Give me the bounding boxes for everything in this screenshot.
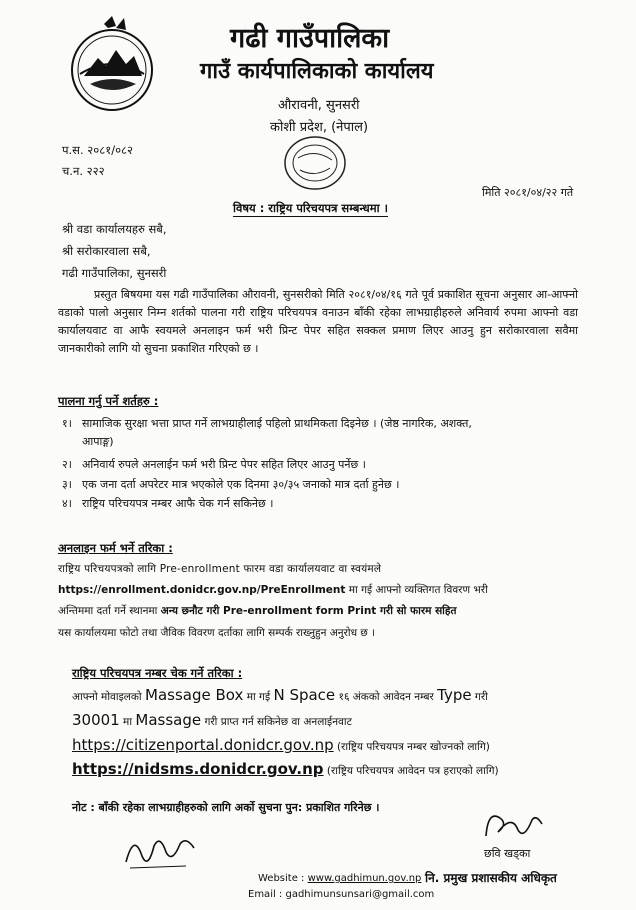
check-number-line — [72, 760, 499, 778]
online-form-line: यस कार्यालयमा फोटो तथा जैविक विवरण दर्ताका लागि सम्पर्क राख्नुहुन अनुरोध छ । — [58, 627, 376, 639]
online-form-text: अन्तिममा दर्ता गर्ने स्थानमा — [58, 605, 161, 617]
online-form-line: राष्ट्रिय परिचयपत्रको लागि Pre-enrollment फारम वडा कार्यालयवाट वा स्वयंमले — [58, 563, 382, 575]
address-line-2: कोशी प्रदेश, (नेपाल) — [270, 120, 369, 135]
office-subtitle: गाउँ कार्यपालिकाको कार्यालय — [200, 59, 434, 84]
condition-index: ३। — [62, 478, 72, 491]
check-text: मा गई — [243, 691, 274, 703]
check-text-large: Massage — [135, 711, 202, 729]
preenrollment-link[interactable]: https://enrollment.donidcr.gov.np/PreEnrollment — [58, 584, 346, 596]
condition-text: अनिवार्य रुपले अनलाईन फर्म भरी प्रिन्ट पेपर सहित लिएर आउनु पर्नेछ । — [82, 458, 366, 471]
check-text-large: N Space — [273, 686, 336, 704]
body-paragraph: प्रस्तुत बिषयमा यस गढी गाउँपालिका औरावनी, सुनसरीको मिति २०८१/०४/१६ गते पूर्व प्रकाशित सूचना अनुसार आ-आफ्नो वडाको पालो अनुसार निम्न शर्तको पालना गरी राष्ट्रिय परिचयपत्र वनाउन बाँकी रहेका लाभग्राहीहरुले अनिवार्य रुपमा आफ्नो वडा कार्यालयवाट वा आफै स्वयमले अनलाइन फर्म भरी प्रिन्ट पेपर सहित सक्कल प्रमाण लिएर आउनु हुन सरोकारवाला सवैमा जानकारीको लागि यो सुचना प्रकाशित गरिएको छ । — [58, 288, 578, 355]
conditions-heading: पालना गर्नु पर्ने शर्तहरु : — [58, 394, 159, 408]
condition-item — [62, 477, 399, 492]
check-number-line — [72, 736, 490, 754]
condition-text: एक जना दर्ता अपरेटर मात्र भएकोले एक दिनमा ३०/३५ जनाको मात्र दर्ता हुनेछ । — [82, 478, 400, 491]
check-text: गरी प्राप्त गर्न सकिनेछ वा अनलाईनवाट — [201, 716, 352, 728]
address-line-1: औरावनी, सुनसरी — [278, 98, 360, 113]
condition-text: आपाङ्ग) — [82, 435, 114, 448]
condition-item — [62, 434, 114, 449]
citizenportal-link[interactable]: https://citizenportal.donidcr.gov.np — [72, 736, 334, 754]
subject-line: विषय : राष्ट्रिय परिचयपत्र सम्बन्धमा । — [233, 201, 388, 215]
condition-index: १। — [62, 417, 72, 430]
website-label: Website : — [258, 873, 308, 884]
check-number-line — [72, 686, 488, 704]
handwritten-signature-right — [478, 806, 548, 846]
signer-name: छवि खड्का — [484, 847, 531, 860]
condition-text: राष्ट्रिय परिचयपत्र नम्बर आफै चेक गर्न सकिनेछ । — [82, 497, 274, 510]
check-number-heading: राष्ट्रिय परिचयपत्र नम्बर चेक गर्ने तरिका : — [72, 666, 243, 680]
footer-website — [258, 873, 421, 884]
condition-text: सामाजिक सुरक्षा भत्ता प्राप्त गर्ने लाभग्राहीलाई पहिलो प्राथमिकता दिइनेछ । (जेष्ठ नागरिक, अशक्त, — [82, 417, 472, 430]
footer-email — [248, 889, 434, 900]
recipient-line: गढी गाउँपालिका, सुनसरी — [62, 266, 167, 280]
condition-index: ४। — [62, 497, 72, 510]
nidsms-link[interactable]: https://nidsms.donidcr.gov.np — [72, 760, 324, 778]
online-form-heading: अनलाइन फर्म भर्ने तरिका : — [58, 541, 173, 555]
nepal-emblem-logo — [60, 14, 164, 118]
check-text-large: Type — [437, 686, 472, 704]
condition-item — [62, 496, 273, 511]
online-form-text-bold: अन्य छनौट गरी Pre-enrollment form Print गरी सो फारम सहित — [160, 605, 457, 617]
check-number-line — [72, 711, 352, 729]
check-text-large: Massage Box — [145, 686, 244, 704]
condition-index: २। — [62, 458, 72, 471]
recipient-line: श्री सरोकारवाला सबै, — [62, 244, 151, 258]
dispatch-number: च.न. २२२ — [62, 164, 105, 178]
check-text: गरी — [471, 691, 488, 703]
email-label: Email : — [248, 889, 286, 900]
check-text: (राष्ट्रिय परिचयपत्र नम्बर खोज्नको लागि) — [333, 741, 490, 753]
online-form-line — [58, 604, 456, 618]
handwritten-signature-left — [120, 826, 200, 874]
condition-item — [62, 416, 472, 431]
letter-date: मिति २०८१/०४/२२ गते — [482, 186, 574, 199]
online-form-line — [58, 583, 488, 597]
office-stamp — [270, 128, 360, 198]
check-text: आफ्नो मोवाइलको — [72, 691, 145, 703]
condition-item — [62, 457, 366, 472]
signer-title: नि. प्रमुख प्रशासकीय अधिकृत — [425, 871, 557, 885]
reference-number: प.स. २०८१/०८२ — [62, 143, 134, 157]
email-link[interactable]: gadhimunsunsari@gmail.com — [285, 889, 435, 900]
check-text: (राष्ट्रिय परिचयपत्र आवेदन पत्र हराएको लागि) — [323, 765, 499, 777]
check-text: मा — [119, 716, 136, 728]
check-text: १६ अंकको आवेदन नम्बर — [335, 691, 438, 703]
online-form-text: मा गई आफ्नो व्यक्तिगत विवरण भरी — [345, 584, 488, 596]
note-text: नोट : बाँकी रहेका लाभग्राहीहरुको लागि अर्को सुचना पुन: प्रकाशित गरिनेछ । — [72, 801, 380, 814]
website-link[interactable]: www.gadhimun.gov.np — [307, 873, 422, 884]
check-text-large: 30001 — [72, 711, 120, 729]
office-name: गढी गाउँपालिका — [230, 23, 390, 54]
recipient-line: श्री वडा कार्यालयहरु सबै, — [62, 222, 167, 236]
